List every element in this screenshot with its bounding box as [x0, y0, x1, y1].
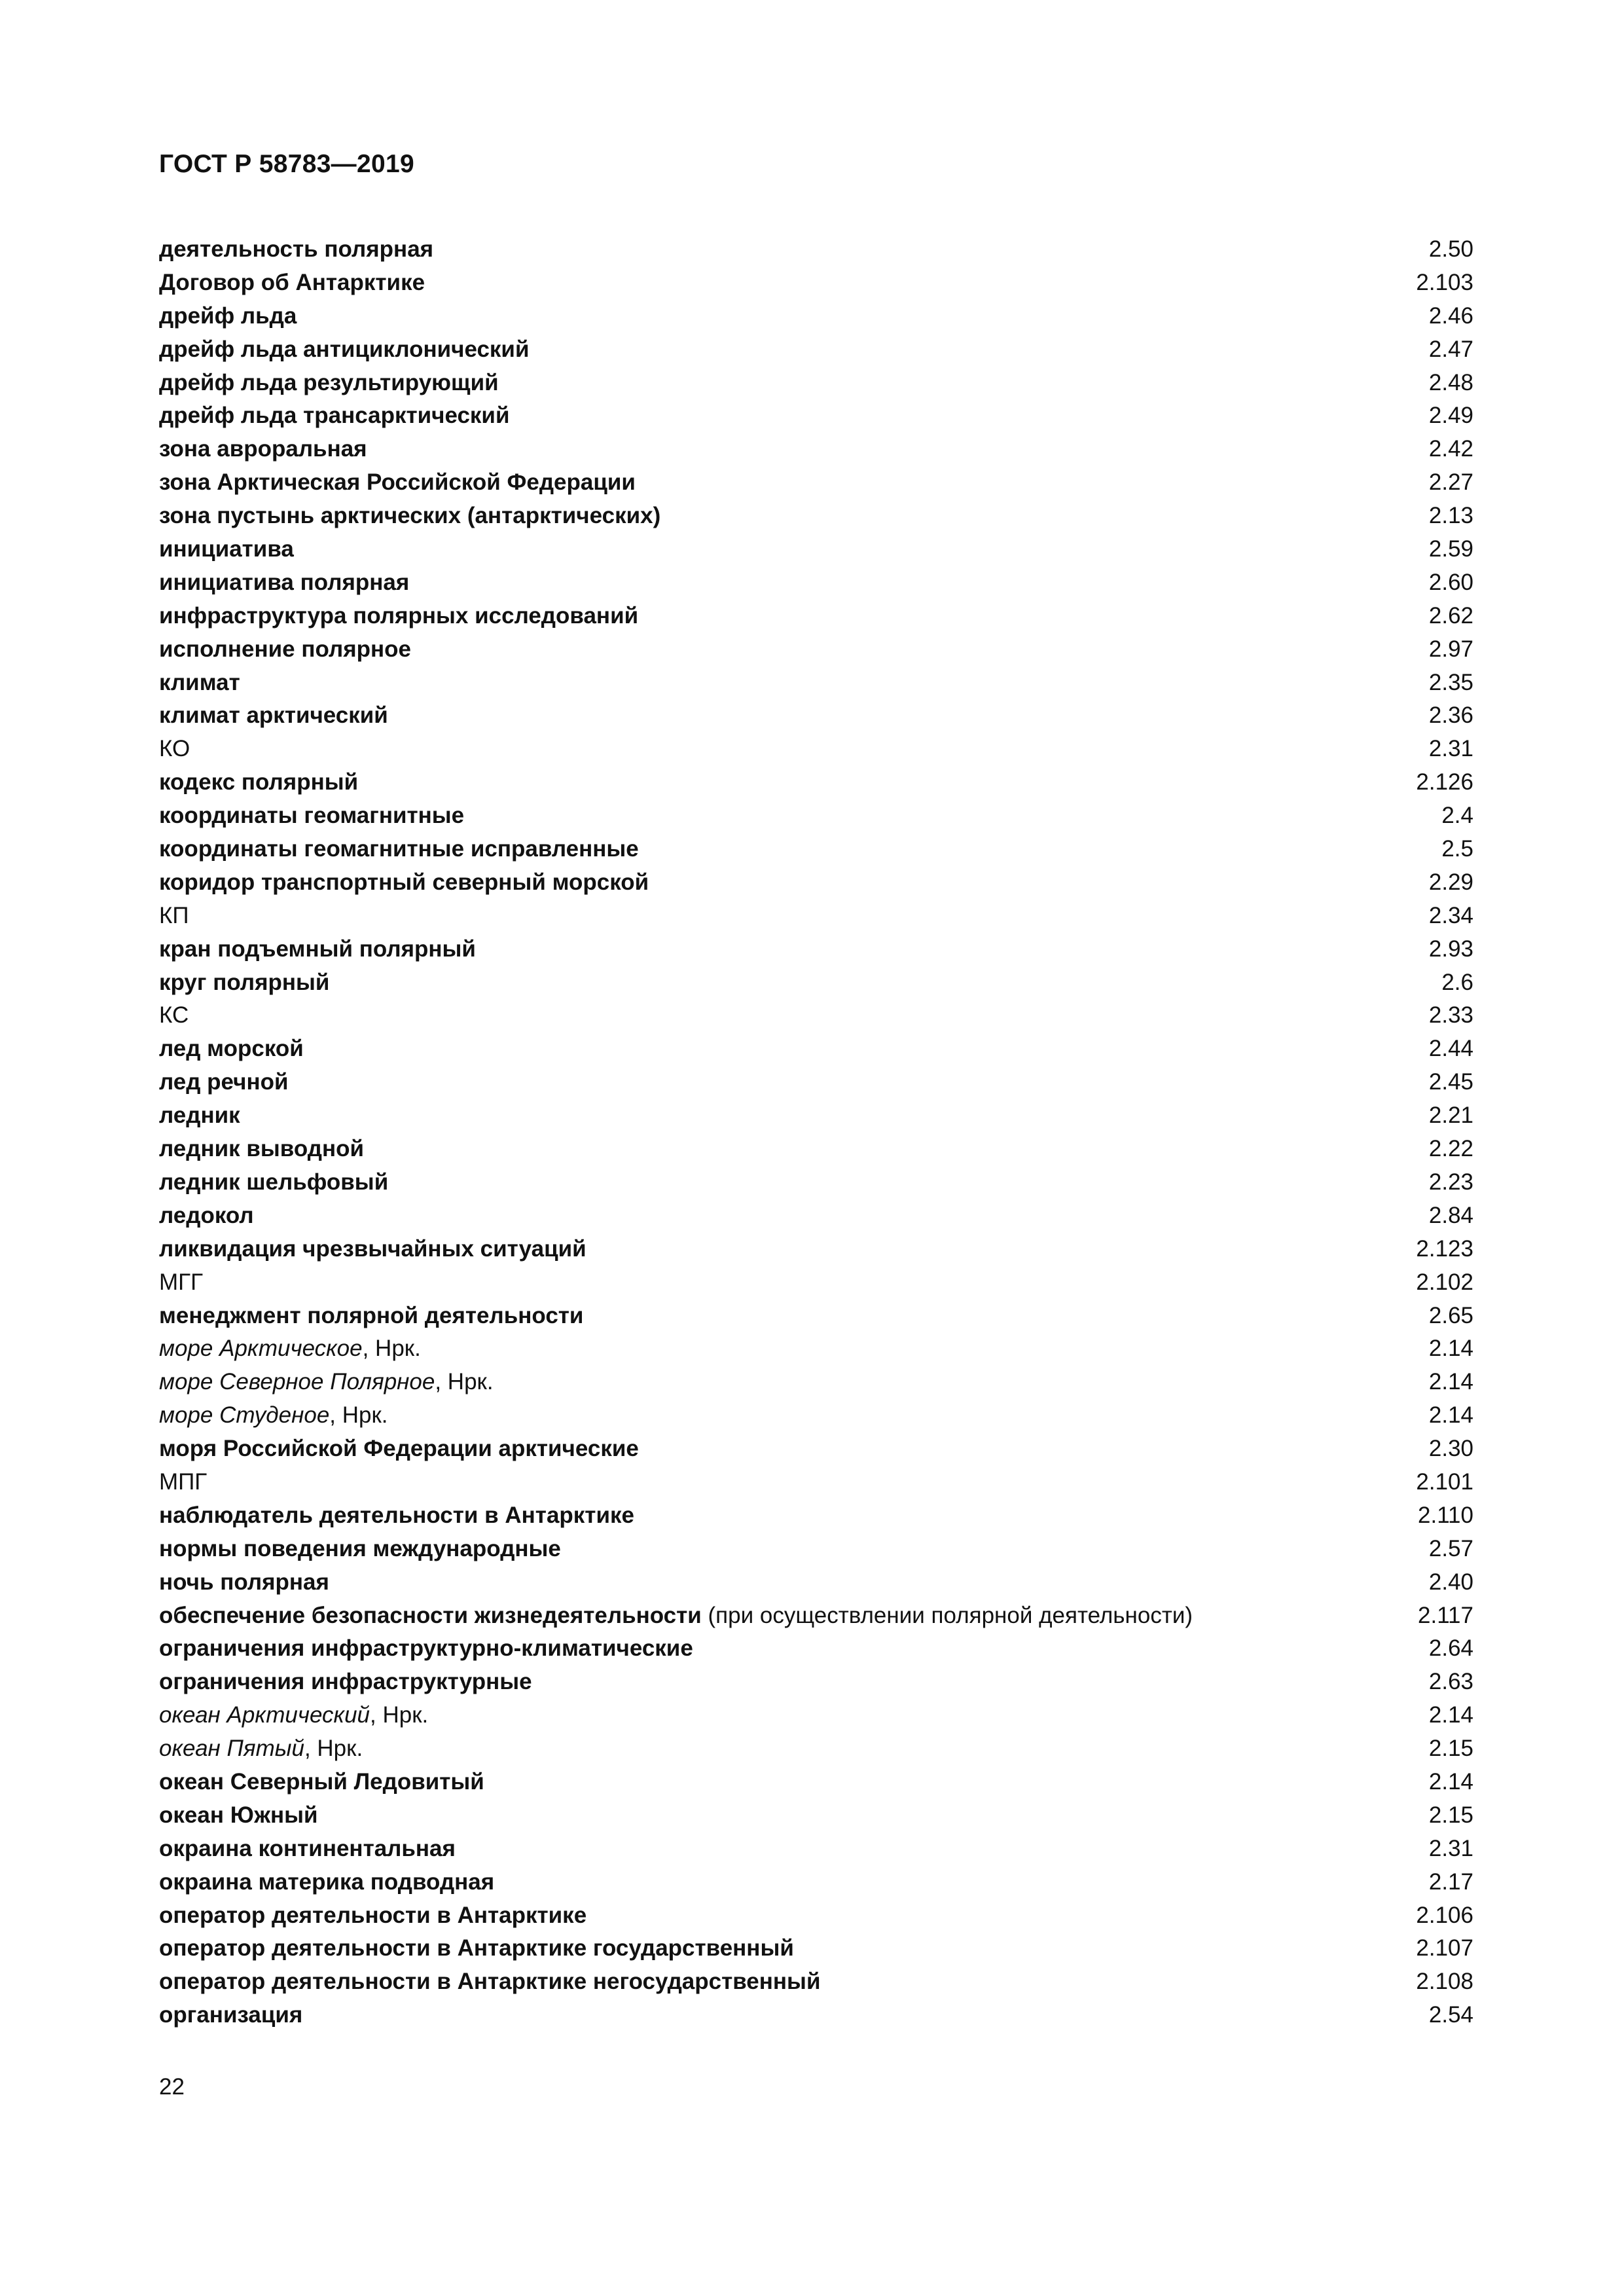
index-entry	[159, 1965, 1473, 1999]
index-term-reference: 2.110	[1418, 1502, 1473, 1528]
index-entry	[159, 300, 1473, 333]
index-term-reference: 2.40	[1428, 1569, 1473, 1595]
index-entry	[159, 666, 1473, 700]
index-entry	[159, 699, 1473, 733]
index-term	[159, 466, 636, 500]
index-term-deprecated-mark: , Нрк.	[370, 1702, 429, 1728]
index-term	[159, 1965, 820, 1999]
index-term	[159, 399, 509, 433]
index-entry	[159, 1666, 1473, 1699]
index-entry	[159, 1332, 1473, 1366]
index-entry	[159, 466, 1473, 500]
index-term-text: зона авроральная	[159, 436, 367, 462]
index-term-text: оператор деятельности в Антарктике	[159, 1902, 587, 1928]
index-entry	[159, 1732, 1473, 1766]
index-term	[159, 333, 529, 367]
index-term-reference: 2.48	[1428, 369, 1473, 395]
index-entry	[159, 1466, 1473, 1499]
index-entry	[159, 933, 1473, 966]
index-term	[159, 1632, 693, 1666]
index-term-reference: 2.64	[1428, 1635, 1473, 1662]
index-term-reference: 2.14	[1428, 1702, 1473, 1728]
index-term-text: климат арктический	[159, 702, 388, 729]
index-term-text: деятельность полярная	[159, 236, 434, 262]
index-term-reference: 2.50	[1428, 236, 1473, 262]
index-entry	[159, 633, 1473, 666]
index-term-reference: 2.22	[1428, 1136, 1473, 1162]
index-term-reference: 2.34	[1428, 902, 1473, 928]
index-term	[159, 966, 329, 1000]
index-term-text: океан Северный Ледовитый	[159, 1768, 484, 1795]
index-term-reference: 2.106	[1416, 1902, 1473, 1928]
index-term	[159, 1366, 494, 1399]
index-term	[159, 266, 425, 300]
index-term-reference: 2.57	[1428, 1535, 1473, 1561]
index-term-reference: 2.36	[1428, 702, 1473, 729]
index-term-reference: 2.14	[1428, 1768, 1473, 1795]
index-entry	[159, 1766, 1473, 1799]
index-term-text: круг полярный	[159, 969, 330, 995]
index-term-text: исполнение полярное	[159, 636, 411, 662]
index-term-text: дрейф льда трансарктический	[159, 403, 510, 429]
index-term-deprecated-mark: , Нрк.	[435, 1369, 494, 1395]
index-term-reference: 2.14	[1428, 1369, 1473, 1395]
index-term	[159, 1766, 484, 1799]
index-term	[159, 699, 388, 733]
index-term-text: окраина континентальная	[159, 1835, 456, 1861]
index-term-text: лед речной	[159, 1069, 289, 1095]
index-term	[159, 666, 240, 700]
index-term-text: море Северное Полярное	[159, 1369, 435, 1395]
index-term-reference: 2.60	[1428, 569, 1473, 595]
index-entry	[159, 1999, 1473, 2032]
index-term	[159, 233, 433, 266]
index-term-note: (при осуществлении полярной деятельности)	[701, 1602, 1193, 1628]
index-entry	[159, 1499, 1473, 1533]
index-entry	[159, 1366, 1473, 1399]
index-term-text: инициатива	[159, 536, 294, 562]
index-term-text: кодекс полярный	[159, 769, 359, 795]
index-term-text: ограничения инфраструктурно-климатические	[159, 1635, 693, 1662]
index-term-reference: 2.62	[1428, 602, 1473, 629]
index-term-reference: 2.30	[1428, 1436, 1473, 1462]
index-term-reference: 2.35	[1428, 669, 1473, 695]
index-term-reference: 2.65	[1428, 1302, 1473, 1328]
index-entry	[159, 900, 1473, 933]
index-term-reference: 2.107	[1416, 1935, 1473, 1961]
index-term-reference: 2.97	[1428, 636, 1473, 662]
index-term-text: кран подъемный полярный	[159, 936, 476, 962]
index-entry	[159, 1032, 1473, 1066]
index-term-text: Договор об Антарктике	[159, 269, 425, 295]
index-term	[159, 600, 638, 633]
index-entry	[159, 1266, 1473, 1300]
index-term	[159, 1032, 304, 1066]
index-term	[159, 533, 294, 566]
index-term-reference: 2.59	[1428, 536, 1473, 562]
index-term-text: ледник	[159, 1102, 240, 1129]
index-term-reference: 2.29	[1428, 869, 1473, 895]
index-term	[159, 1999, 302, 2032]
index-entry	[159, 966, 1473, 1000]
term-index-list	[159, 233, 1473, 2032]
index-term	[159, 566, 409, 600]
index-entry	[159, 399, 1473, 433]
index-term	[159, 999, 189, 1032]
index-term	[159, 933, 476, 966]
index-term-text: дрейф льда	[159, 302, 297, 329]
index-term-text: менеджмент полярной деятельности	[159, 1302, 584, 1328]
index-entry	[159, 1300, 1473, 1333]
index-entry	[159, 1699, 1473, 1732]
index-term	[159, 866, 649, 900]
index-term	[159, 1233, 586, 1266]
index-term	[159, 1133, 364, 1166]
index-term-reference: 2.49	[1428, 403, 1473, 429]
index-term-text: ликвидация чрезвычайных ситуаций	[159, 1235, 586, 1262]
index-entry	[159, 1566, 1473, 1599]
index-entry	[159, 533, 1473, 566]
index-term-reference: 2.46	[1428, 302, 1473, 329]
index-entry	[159, 1799, 1473, 1832]
index-term	[159, 1899, 586, 1933]
index-term-reference: 2.31	[1428, 736, 1473, 762]
index-term-reference: 2.117	[1418, 1602, 1473, 1628]
index-entry	[159, 733, 1473, 766]
index-term-reference: 2.101	[1416, 1468, 1473, 1495]
index-term	[159, 833, 639, 866]
index-term-reference: 2.33	[1428, 1002, 1473, 1029]
index-term-text: моря Российской Федерации арктические	[159, 1436, 639, 1462]
index-term-reference: 2.27	[1428, 469, 1473, 496]
index-entry	[159, 1533, 1473, 1566]
index-term	[159, 1332, 421, 1366]
index-term-text: ледник шельфовый	[159, 1169, 389, 1195]
index-term-reference: 2.6	[1441, 969, 1473, 995]
index-term-reference: 2.93	[1428, 936, 1473, 962]
index-term-text: инфраструктура полярных исследований	[159, 602, 639, 629]
index-entry	[159, 1932, 1473, 1965]
index-term-text: оператор деятельности в Антарктике государственный	[159, 1935, 794, 1961]
index-entry	[159, 1832, 1473, 1866]
index-term-reference: 2.5	[1441, 836, 1473, 862]
index-term	[159, 1300, 583, 1333]
index-entry	[159, 1599, 1473, 1633]
index-entry	[159, 367, 1473, 400]
index-term	[159, 500, 660, 533]
index-term-reference: 2.14	[1428, 1336, 1473, 1362]
index-term	[159, 1732, 363, 1766]
index-term-reference: 2.126	[1416, 769, 1473, 795]
index-term-reference: 2.47	[1428, 336, 1473, 362]
index-term-reference: 2.17	[1428, 1868, 1473, 1895]
index-term-reference: 2.15	[1428, 1802, 1473, 1828]
index-entry	[159, 600, 1473, 633]
index-term-reference: 2.13	[1428, 503, 1473, 529]
index-entry	[159, 799, 1473, 833]
index-term-reference: 2.84	[1428, 1202, 1473, 1228]
index-term-reference: 2.63	[1428, 1669, 1473, 1695]
index-term-reference: 2.108	[1416, 1969, 1473, 1995]
index-term	[159, 733, 190, 766]
index-term-reference: 2.45	[1428, 1069, 1473, 1095]
index-term-text: координаты геомагнитные	[159, 803, 465, 829]
index-term-text: МПГ	[159, 1468, 208, 1495]
index-term-reference: 2.123	[1416, 1235, 1473, 1262]
index-term-reference: 2.42	[1428, 436, 1473, 462]
index-term-text: дрейф льда антициклонический	[159, 336, 530, 362]
index-entry	[159, 1866, 1473, 1899]
index-term-text: зона Арктическая Российской Федерации	[159, 469, 636, 496]
index-entry	[159, 866, 1473, 900]
index-term	[159, 300, 297, 333]
index-term-deprecated-mark: , Нрк.	[362, 1336, 421, 1362]
index-term-reference: 2.102	[1416, 1269, 1473, 1295]
index-term	[159, 1166, 388, 1199]
index-entry	[159, 1166, 1473, 1199]
index-entry	[159, 500, 1473, 533]
document-title: ГОСТ Р 58783—2019	[159, 150, 414, 178]
index-term-text: ночь полярная	[159, 1569, 329, 1595]
index-entry	[159, 833, 1473, 866]
index-term-deprecated-mark: , Нрк.	[304, 1736, 363, 1762]
index-term-text: лед морской	[159, 1036, 304, 1062]
index-term-text: океан Пятый	[159, 1736, 304, 1762]
index-entry	[159, 1632, 1473, 1666]
index-term	[159, 900, 189, 933]
index-entry	[159, 999, 1473, 1032]
index-term	[159, 1932, 794, 1965]
index-term-reference: 2.4	[1441, 803, 1473, 829]
index-term	[159, 1566, 329, 1599]
index-term-reference: 2.103	[1416, 269, 1473, 295]
index-entry	[159, 333, 1473, 367]
index-term-text: дрейф льда результирующий	[159, 369, 499, 395]
index-term-text: климат	[159, 669, 240, 695]
index-term-text: море Арктическое	[159, 1336, 363, 1362]
index-term-text: нормы поведения международные	[159, 1535, 561, 1561]
index-term-text: организация	[159, 2002, 303, 2028]
index-term-reference: 2.54	[1428, 2002, 1473, 2028]
index-term	[159, 1466, 207, 1499]
index-term	[159, 766, 358, 799]
index-term-reference: 2.14	[1428, 1402, 1473, 1429]
index-term-text: инициатива полярная	[159, 569, 410, 595]
index-entry	[159, 1133, 1473, 1166]
index-entry	[159, 1199, 1473, 1233]
index-entry	[159, 1899, 1473, 1933]
index-term	[159, 633, 411, 666]
index-term	[159, 1799, 318, 1832]
index-term-text: ограничения инфраструктурные	[159, 1669, 532, 1695]
index-term-text: зона пустынь арктических (антарктических)	[159, 503, 661, 529]
index-term	[159, 1432, 639, 1466]
index-entry	[159, 566, 1473, 600]
index-term	[159, 799, 464, 833]
index-entry	[159, 433, 1473, 466]
index-term-reference: 2.21	[1428, 1102, 1473, 1129]
index-term	[159, 1499, 634, 1533]
index-entry	[159, 1399, 1473, 1432]
index-term	[159, 1832, 456, 1866]
index-entry	[159, 266, 1473, 300]
index-term	[159, 1099, 240, 1133]
index-term	[159, 1599, 1193, 1633]
index-entry	[159, 233, 1473, 266]
index-term	[159, 1699, 428, 1732]
page-number: 22	[159, 2074, 185, 2100]
index-term-reference: 2.31	[1428, 1835, 1473, 1861]
index-term-text: обеспечение безопасности жизнедеятельности	[159, 1602, 702, 1628]
index-term-reference: 2.44	[1428, 1036, 1473, 1062]
index-term	[159, 433, 367, 466]
index-term-reference: 2.15	[1428, 1736, 1473, 1762]
index-term-text: коридор транспортный северный морской	[159, 869, 649, 895]
index-entry	[159, 1066, 1473, 1099]
index-term-text: наблюдатель деятельности в Антарктике	[159, 1502, 634, 1528]
index-term	[159, 367, 499, 400]
index-term	[159, 1199, 254, 1233]
index-term-deprecated-mark: , Нрк.	[329, 1402, 388, 1429]
index-entry	[159, 1432, 1473, 1466]
index-term	[159, 1666, 532, 1699]
index-term-reference: 2.23	[1428, 1169, 1473, 1195]
index-term	[159, 1866, 494, 1899]
index-term-text: ледник выводной	[159, 1136, 364, 1162]
index-entry	[159, 766, 1473, 799]
index-term-text: океан Южный	[159, 1802, 318, 1828]
index-term-text: координаты геомагнитные исправленные	[159, 836, 639, 862]
index-term	[159, 1533, 561, 1566]
index-term	[159, 1399, 388, 1432]
index-term-text: КС	[159, 1002, 189, 1029]
index-entry	[159, 1233, 1473, 1266]
index-term-text: океан Арктический	[159, 1702, 370, 1728]
index-term-text: окраина материка подводная	[159, 1868, 495, 1895]
index-term-text: МГГ	[159, 1269, 204, 1295]
index-term-text: КП	[159, 902, 189, 928]
index-entry	[159, 1099, 1473, 1133]
index-term-text: оператор деятельности в Антарктике негосударственный	[159, 1969, 821, 1995]
index-term	[159, 1066, 289, 1099]
index-term-text: ледокол	[159, 1202, 254, 1228]
index-term	[159, 1266, 203, 1300]
index-term-text: КО	[159, 736, 190, 762]
index-term-text: море Студеное	[159, 1402, 330, 1429]
